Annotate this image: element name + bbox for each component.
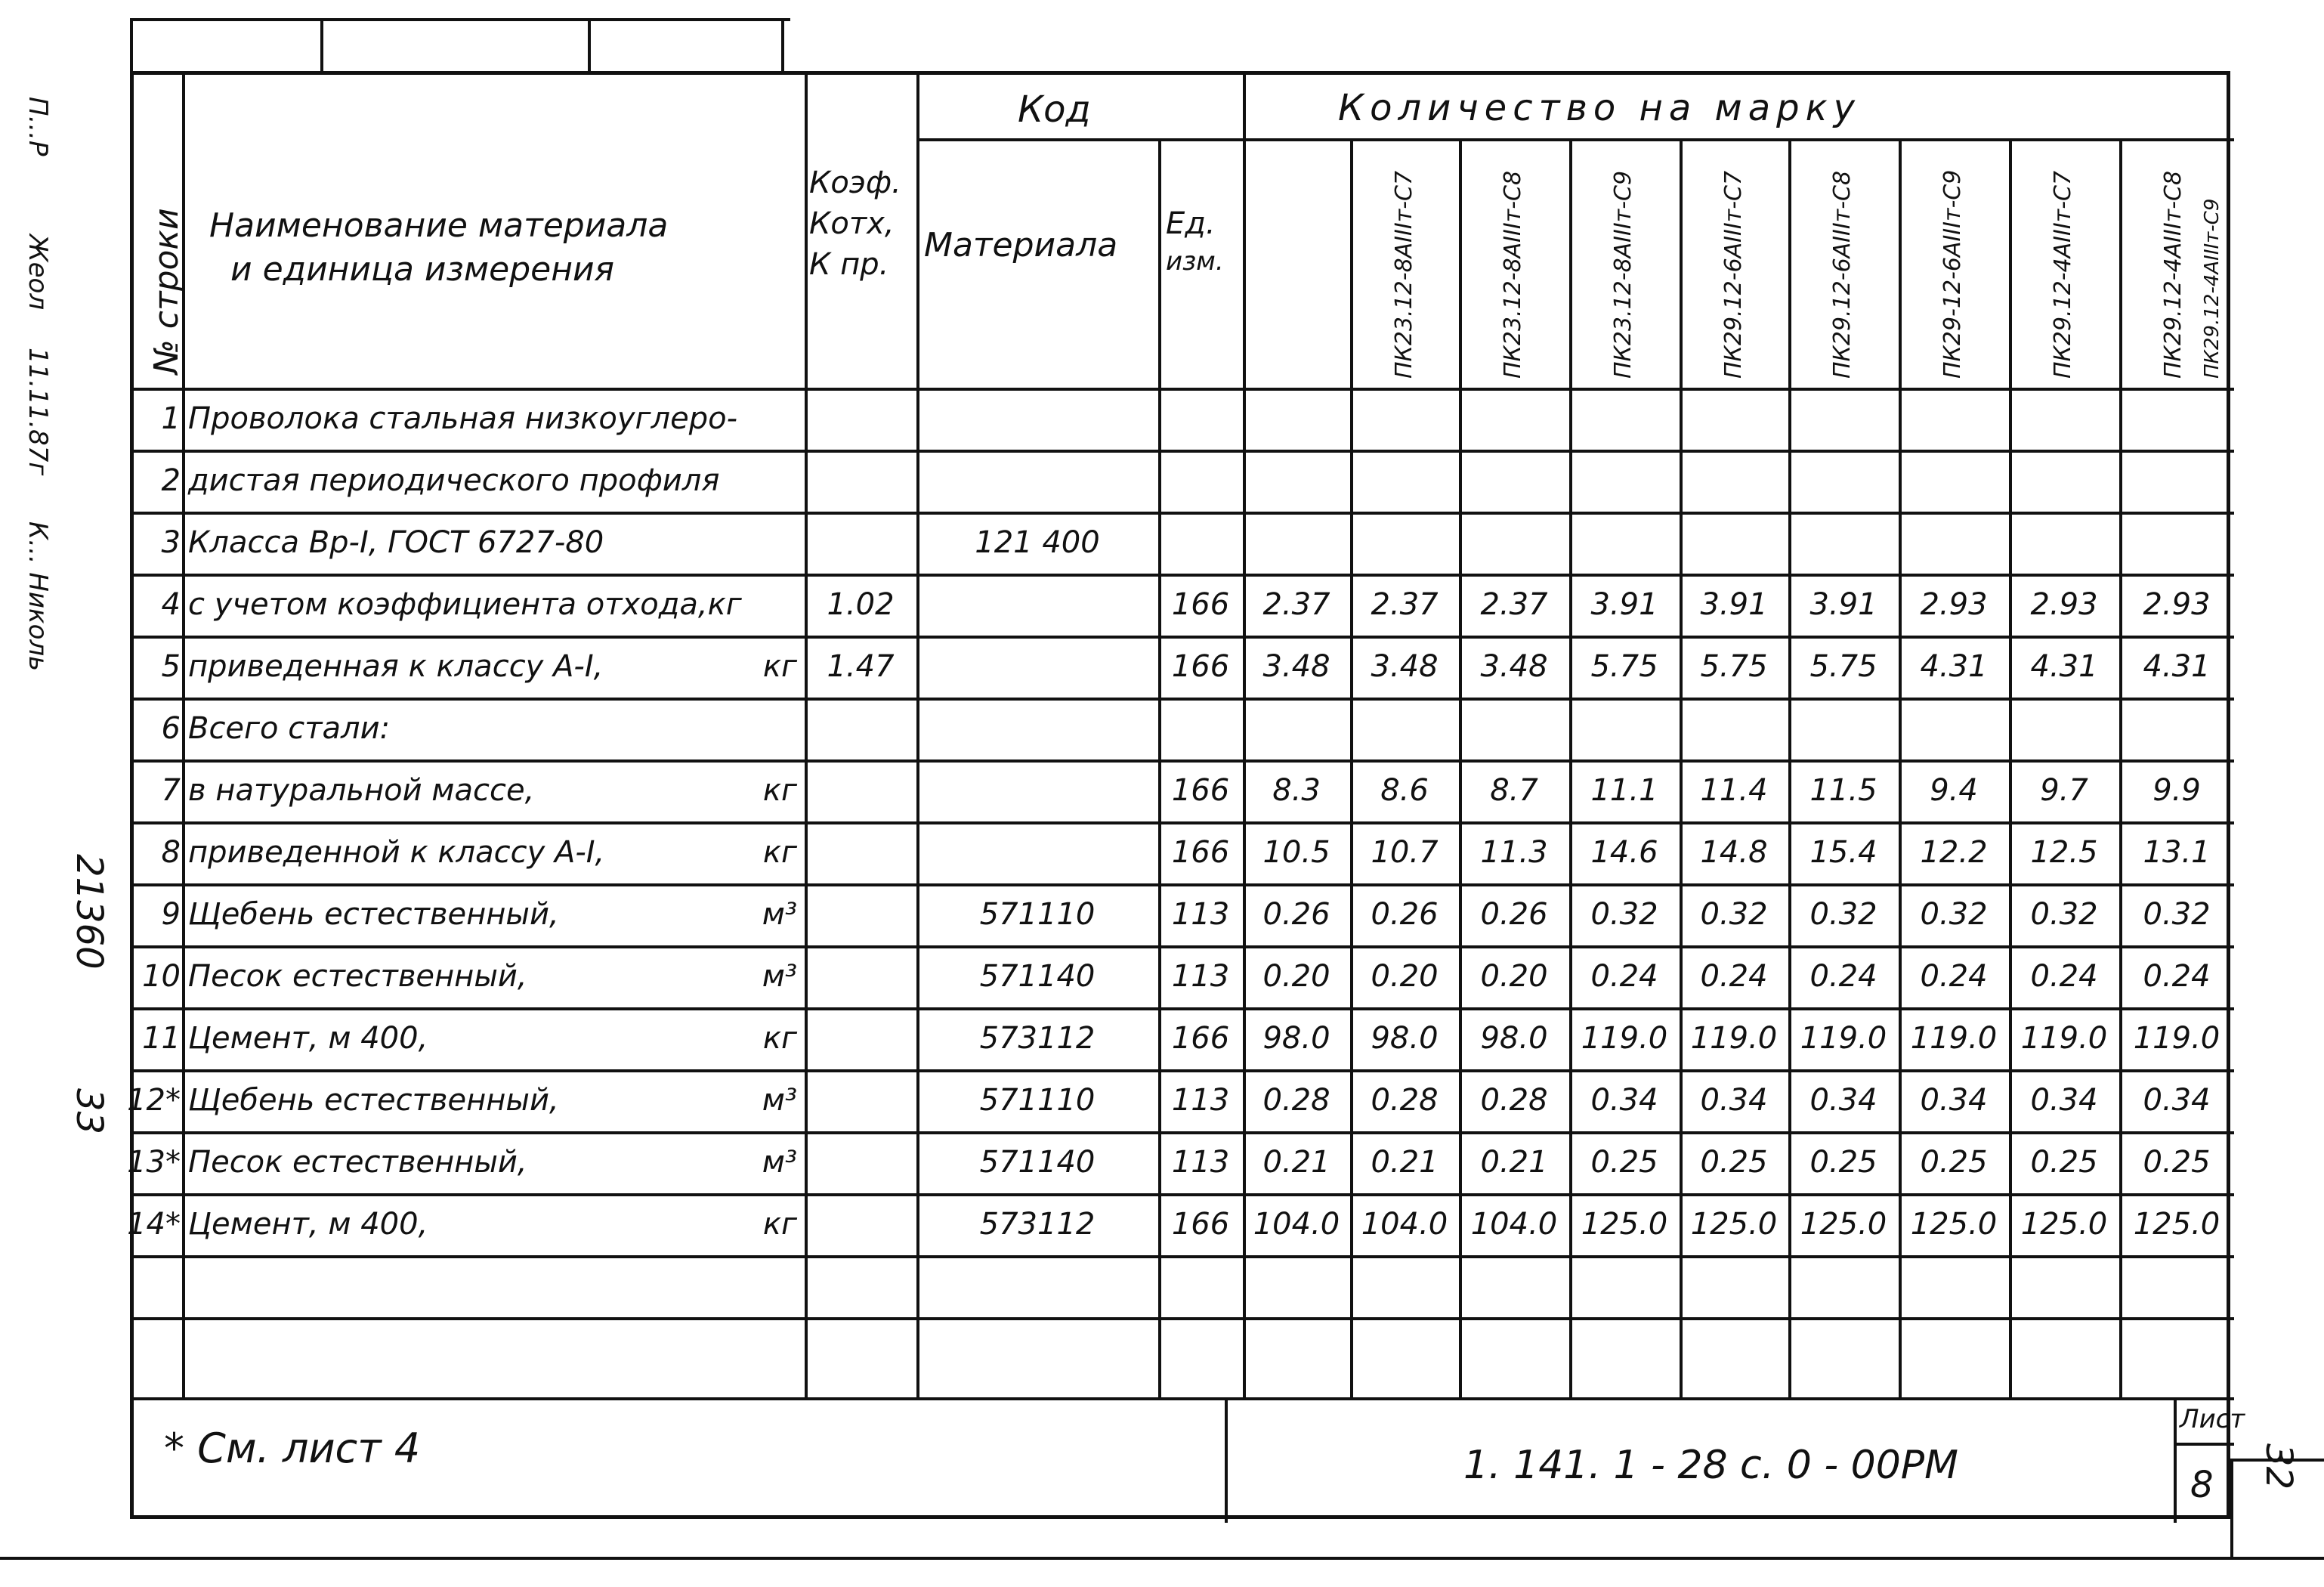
row-material-name: Проволока стальная низкоуглеро-: [188, 401, 738, 436]
mark-4: ПК29.12-6АIIIт-С7: [1720, 170, 1747, 379]
sheet-label: Лист: [2180, 1404, 2245, 1434]
row-quantity: 98.0: [1371, 1021, 1439, 1056]
header-coef-line1: Коэф.: [809, 166, 901, 200]
row-quantity: 0.32: [1700, 897, 1768, 932]
row-quantity: 0.24: [2030, 959, 2098, 994]
row-unit-name: кг: [762, 773, 797, 808]
row-quantity: [2119, 512, 2234, 574]
row-quantity: [2119, 450, 2234, 512]
row-quantity: 104.0: [1253, 1207, 1340, 1242]
row-unit-code: 113: [1171, 1083, 1230, 1118]
margin-sign-2: Жеол: [23, 234, 53, 311]
row-quantity: 0.24: [1920, 959, 1988, 994]
row-quantity: 0.21: [1371, 1145, 1439, 1180]
mark-8: ПК29.12-4АIIIт-С8: [2160, 170, 2186, 379]
row-quantity: [2119, 388, 2234, 450]
header-coef-line2: Котх,: [809, 206, 895, 241]
row-material-code: [916, 574, 1158, 636]
row-quantity: [1899, 512, 2009, 574]
row-quantity: 11.4: [1700, 773, 1768, 808]
row-number: 8: [161, 835, 181, 870]
row-quantity: 2.37: [1262, 587, 1330, 622]
row-material-name: Цемент, м 400,: [188, 1207, 428, 1242]
row-material-name: Песок естественный,: [188, 1145, 527, 1180]
row-quantity: 0.32: [1920, 897, 1988, 932]
row-unit-name: м³: [762, 1145, 797, 1180]
header-qty-group: Количество на марку: [1338, 87, 1862, 129]
row-quantity: 0.25: [2143, 1145, 2211, 1180]
outer-page-number: 32: [2258, 1443, 2300, 1490]
row-quantity: [1680, 512, 1788, 574]
row-unit-name: кг: [762, 835, 797, 870]
row-quantity: 2.37: [1480, 587, 1548, 622]
header-code-group: Код: [1018, 88, 1091, 131]
row-material-code: 571110: [979, 1083, 1096, 1118]
row-coefficient: [805, 388, 916, 450]
row-quantity: 0.34: [2030, 1083, 2098, 1118]
row-quantity: [1459, 512, 1569, 574]
row-number: 3: [161, 525, 181, 560]
row-quantity: 3.91: [1700, 587, 1768, 622]
row-quantity: 5.75: [1809, 649, 1877, 684]
row-quantity: 14.6: [1590, 835, 1658, 870]
row-quantity: 8.7: [1490, 773, 1538, 808]
header-code-material: Материала: [924, 226, 1118, 264]
row-unit-code: 166: [1171, 1207, 1230, 1242]
row-quantity: 3.48: [1371, 649, 1439, 684]
row-coefficient: [805, 945, 916, 1007]
row-quantity: [1569, 388, 1680, 450]
row-number: 13*: [127, 1145, 181, 1180]
row-quantity: 125.0: [1690, 1207, 1778, 1242]
header-name-line2: и единица измерения: [230, 250, 615, 289]
row-unit-code: 113: [1171, 959, 1230, 994]
row-unit-name: кг: [762, 1021, 797, 1056]
row-quantity: 4.31: [2030, 649, 2098, 684]
row-quantity: [2009, 698, 2119, 759]
mark-9: ПК29.12-4АIIIт-С9: [2201, 198, 2224, 379]
row-number: 5: [161, 649, 181, 684]
row-quantity: 12.2: [1920, 835, 1988, 870]
row-material-code: [916, 698, 1158, 759]
row-coefficient: [805, 1069, 916, 1131]
row-quantity: 0.24: [1700, 959, 1768, 994]
row-number: 10: [142, 959, 181, 994]
row-unit-name: кг: [762, 1207, 797, 1242]
row-quantity: [1788, 388, 1899, 450]
row-material-code: 573112: [979, 1021, 1096, 1056]
mark-7: ПК29.12-4АIIIт-С7: [2050, 170, 2076, 379]
mark-6: ПК29-12-6АIIIт-С9: [1939, 169, 1966, 379]
row-quantity: [1569, 450, 1680, 512]
row-quantity: 0.26: [1371, 897, 1439, 932]
row-unit-name: м³: [762, 1083, 797, 1118]
document-designation: 1. 141. 1 - 28 с. 0 - 00РМ: [1463, 1443, 1959, 1488]
row-quantity: [1788, 450, 1899, 512]
row-quantity: 0.34: [1920, 1083, 1988, 1118]
row-quantity: [1899, 388, 2009, 450]
row-quantity: 0.20: [1262, 959, 1330, 994]
row-quantity: 2.93: [1920, 587, 1988, 622]
row-number: 1: [161, 401, 181, 436]
row-quantity: 98.0: [1480, 1021, 1548, 1056]
bottom-rule: [0, 1557, 2324, 1560]
row-quantity: 0.25: [1809, 1145, 1877, 1180]
row-number: 12*: [127, 1083, 181, 1118]
row-coefficient: [805, 883, 916, 945]
row-quantity: 9.4: [1930, 773, 1978, 808]
row-unit-code: 166: [1171, 649, 1230, 684]
header-coef-line3: К пр.: [809, 247, 889, 282]
row-material-code: [916, 388, 1158, 450]
row-quantity: 104.0: [1470, 1207, 1558, 1242]
row-quantity: 4.31: [2143, 649, 2211, 684]
row-quantity: [1350, 698, 1459, 759]
row-quantity: [1680, 388, 1788, 450]
row-quantity: 0.28: [1262, 1083, 1330, 1118]
row-quantity: 98.0: [1262, 1021, 1330, 1056]
row-quantity: [2119, 698, 2234, 759]
row-quantity: 11.1: [1590, 773, 1658, 808]
row-quantity: 0.20: [1371, 959, 1439, 994]
row-material-code: 571110: [979, 897, 1096, 932]
row-quantity: 119.0: [2133, 1021, 2220, 1056]
row-quantity: [1350, 388, 1459, 450]
row-quantity: [1243, 388, 1350, 450]
row-quantity: [2009, 388, 2119, 450]
row-quantity: 0.32: [1590, 897, 1658, 932]
row-quantity: 125.0: [1581, 1207, 1668, 1242]
row-quantity: 0.20: [1480, 959, 1548, 994]
row-quantity: 0.34: [1590, 1083, 1658, 1118]
mark-2: ПК23.12-8АIIIт-С8: [1500, 170, 1526, 379]
row-unit-code: 113: [1171, 897, 1230, 932]
row-quantity: 119.0: [2020, 1021, 2108, 1056]
row-quantity: [1788, 698, 1899, 759]
row-quantity: 4.31: [1920, 649, 1988, 684]
row-unit-name: [722, 574, 797, 636]
row-quantity: 11.5: [1809, 773, 1877, 808]
row-quantity: 5.75: [1700, 649, 1768, 684]
row-coefficient: [805, 450, 916, 512]
row-coefficient: [805, 1193, 916, 1255]
row-number: 9: [161, 897, 181, 932]
row-quantity: 5.75: [1590, 649, 1658, 684]
row-material-code: 573112: [979, 1207, 1096, 1242]
row-quantity: 2.37: [1371, 587, 1439, 622]
row-quantity: 0.24: [2143, 959, 2211, 994]
row-quantity: [2009, 450, 2119, 512]
row-quantity: 2.93: [2030, 587, 2098, 622]
row-quantity: 14.8: [1700, 835, 1768, 870]
header-unit-line2: изм.: [1166, 246, 1224, 277]
margin-date: 11.11.87г: [23, 348, 53, 476]
header-name-line1: Наименование материала: [209, 206, 669, 245]
row-number: 4: [161, 587, 181, 622]
row-coefficient: [805, 698, 916, 759]
row-unit-name: [722, 512, 797, 574]
row-quantity: 0.25: [1920, 1145, 1988, 1180]
row-material-name: Цемент, м 400,: [188, 1021, 428, 1056]
row-quantity: 0.25: [1700, 1145, 1768, 1180]
row-coefficient: [805, 1007, 916, 1069]
row-quantity: [1569, 512, 1680, 574]
row-quantity: 119.0: [1690, 1021, 1778, 1056]
row-quantity: 8.6: [1380, 773, 1429, 808]
row-material-name: Щебень естественный,: [188, 1083, 559, 1118]
row-quantity: [1459, 388, 1569, 450]
row-number: 11: [142, 1021, 181, 1056]
row-material-name: Щебень естественный,: [188, 897, 559, 932]
row-unit-name: [722, 698, 797, 759]
row-material-code: 571140: [979, 1145, 1096, 1180]
row-material-name: Песок естественный,: [188, 959, 527, 994]
table-frame: [127, 71, 2245, 1519]
mark-3: ПК23.12-8АIIIт-С9: [1610, 170, 1636, 379]
row-unit-code: 166: [1171, 587, 1230, 622]
document-number: 21360: [68, 854, 110, 970]
row-unit-code: 166: [1171, 773, 1230, 808]
row-material-code: [916, 636, 1158, 698]
row-unit-code: [1158, 698, 1243, 759]
row-material-code: [916, 821, 1158, 883]
row-quantity: 0.26: [1480, 897, 1548, 932]
row-quantity: [2009, 512, 2119, 574]
row-quantity: 0.21: [1480, 1145, 1548, 1180]
row-number: 14*: [127, 1207, 181, 1242]
row-unit-code: 166: [1171, 1021, 1230, 1056]
row-quantity: [1243, 450, 1350, 512]
row-material-name: Всего стали:: [188, 711, 391, 746]
row-unit-name: м³: [762, 897, 797, 932]
row-quantity: 10.7: [1371, 835, 1439, 870]
row-material-code: [916, 759, 1158, 821]
row-quantity: 125.0: [1910, 1207, 1998, 1242]
row-quantity: 0.32: [2143, 897, 2211, 932]
row-quantity: 0.34: [1809, 1083, 1877, 1118]
row-quantity: 125.0: [2020, 1207, 2108, 1242]
margin-sign-3: К... Николь: [23, 521, 53, 672]
row-quantity: 0.24: [1590, 959, 1658, 994]
row-material-name: в натуральной массе,: [188, 773, 535, 808]
row-quantity: 11.3: [1480, 835, 1548, 870]
row-material-name: дистая периодического профиля: [188, 463, 720, 498]
page-number-margin: 33: [68, 1088, 110, 1135]
row-quantity: 12.5: [2030, 835, 2098, 870]
row-unit-code: 113: [1171, 1145, 1230, 1180]
row-quantity: [1569, 698, 1680, 759]
margin-sign-1: П...Р: [23, 97, 53, 156]
row-quantity: 104.0: [1361, 1207, 1448, 1242]
row-coefficient: [805, 1131, 916, 1193]
row-quantity: [1899, 698, 2009, 759]
row-quantity: 0.32: [1809, 897, 1877, 932]
row-quantity: 2.93: [2143, 587, 2211, 622]
sheet-number: 8: [2190, 1464, 2214, 1506]
row-material-code: 121 400: [975, 525, 1100, 560]
mark-1: ПК23.12-8АIIIт-С7: [1391, 170, 1417, 379]
row-quantity: [1680, 698, 1788, 759]
row-material-code: [916, 450, 1158, 512]
row-number: 7: [161, 773, 181, 808]
row-coefficient: [805, 759, 916, 821]
row-quantity: 0.25: [1590, 1145, 1658, 1180]
mark-5: ПК29.12-6АIIIт-С8: [1829, 170, 1856, 379]
row-quantity: [1680, 450, 1788, 512]
row-coefficient: 1.02: [827, 587, 895, 622]
row-quantity: 10.5: [1262, 835, 1330, 870]
row-quantity: 119.0: [1581, 1021, 1668, 1056]
row-quantity: 119.0: [1910, 1021, 1998, 1056]
header-unit-line1: Ед.: [1166, 206, 1216, 241]
top-stamp: [130, 18, 790, 74]
row-quantity: 13.1: [2143, 835, 2211, 870]
row-unit-name: кг: [762, 649, 797, 684]
row-material-code: 571140: [979, 959, 1096, 994]
row-quantity: 8.3: [1272, 773, 1321, 808]
row-material-name: приведенная к классу А-I,: [188, 649, 604, 684]
row-quantity: 0.21: [1262, 1145, 1330, 1180]
row-coefficient: 1.47: [827, 649, 895, 684]
row-quantity: [1350, 512, 1459, 574]
row-number: 2: [161, 463, 181, 498]
row-coefficient: [805, 512, 916, 574]
row-unit-code: [1158, 388, 1243, 450]
row-quantity: 0.32: [2030, 897, 2098, 932]
row-quantity: 0.26: [1262, 897, 1330, 932]
row-material-name: с учетом коэффициента отхода,кг: [188, 587, 742, 622]
row-quantity: 0.28: [1480, 1083, 1548, 1118]
row-quantity: 0.28: [1371, 1083, 1439, 1118]
row-quantity: [1243, 698, 1350, 759]
row-number: 6: [161, 711, 181, 746]
row-unit-name: [722, 450, 797, 512]
row-quantity: 3.48: [1480, 649, 1548, 684]
row-quantity: [1459, 698, 1569, 759]
row-quantity: [1788, 512, 1899, 574]
row-material-name: Класса Вр-I, ГОСТ 6727-80: [188, 525, 604, 560]
row-quantity: [1243, 512, 1350, 574]
row-unit-code: [1158, 512, 1243, 574]
row-quantity: 0.34: [1700, 1083, 1768, 1118]
row-quantity: 0.34: [2143, 1083, 2211, 1118]
row-quantity: 3.48: [1262, 649, 1330, 684]
row-quantity: 119.0: [1800, 1021, 1887, 1056]
row-unit-code: 166: [1171, 835, 1230, 870]
row-quantity: 0.25: [2030, 1145, 2098, 1180]
row-quantity: 3.91: [1809, 587, 1877, 622]
row-quantity: [1350, 450, 1459, 512]
row-quantity: 15.4: [1809, 835, 1877, 870]
row-material-name: приведенной к классу А-I,: [188, 835, 605, 870]
row-unit-code: [1158, 450, 1243, 512]
row-quantity: [1899, 450, 2009, 512]
row-quantity: 125.0: [1800, 1207, 1887, 1242]
row-unit-name: м³: [762, 959, 797, 994]
header-row-number: № строки: [147, 208, 186, 374]
footnote: * См. лист 4: [164, 1425, 421, 1472]
row-quantity: 9.9: [2152, 773, 2201, 808]
row-quantity: 9.7: [2040, 773, 2088, 808]
row-unit-name: [722, 388, 797, 450]
row-quantity: 3.91: [1590, 587, 1658, 622]
row-quantity: [1459, 450, 1569, 512]
row-coefficient: [805, 821, 916, 883]
row-quantity: 125.0: [2133, 1207, 2220, 1242]
row-quantity: 0.24: [1809, 959, 1877, 994]
